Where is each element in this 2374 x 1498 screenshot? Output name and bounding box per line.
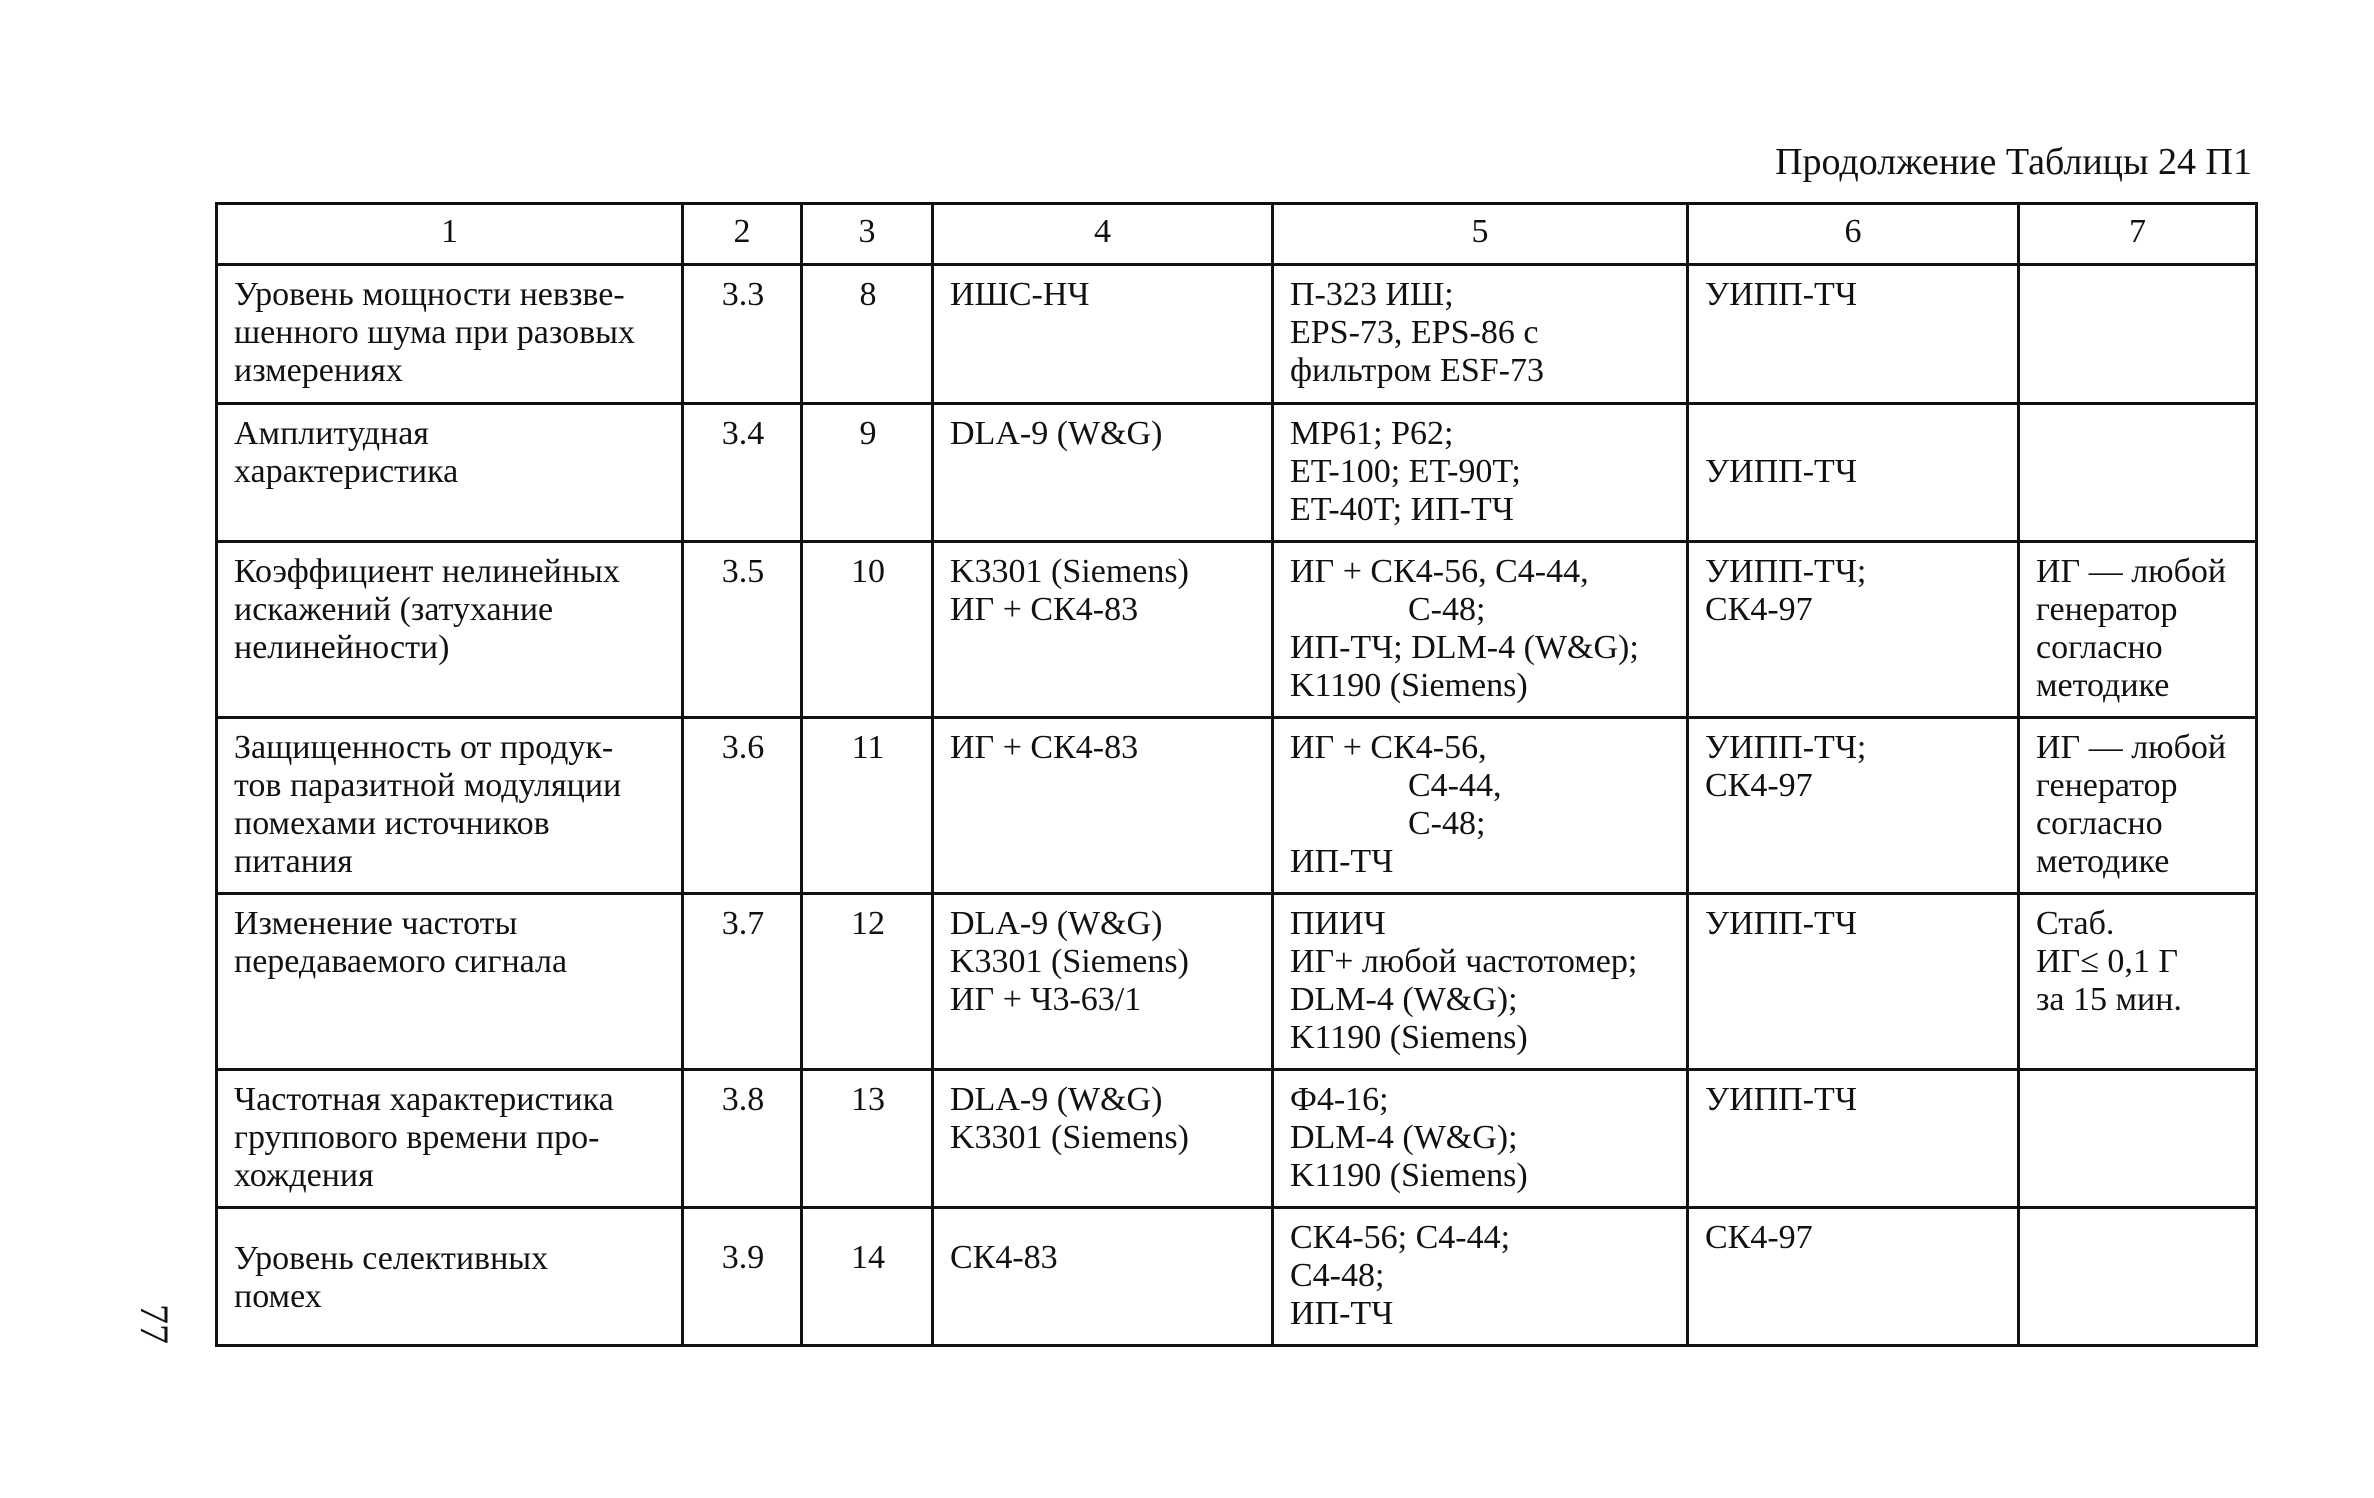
cell-line: ET-40T; ИП-ТЧ bbox=[1290, 491, 1514, 528]
cell-line: УИПП-ТЧ; bbox=[1705, 729, 1867, 766]
cell-line: С-48; bbox=[1408, 805, 1486, 842]
table-row bbox=[217, 1070, 2257, 1208]
cell-line: генератор bbox=[2036, 591, 2178, 628]
parameter-cell bbox=[217, 894, 683, 1070]
column-header: 4 bbox=[933, 204, 1273, 265]
table-row bbox=[217, 1208, 2257, 1346]
cell-line: Стаб. bbox=[2036, 905, 2115, 942]
cell-line: искажений (затухание bbox=[234, 591, 554, 628]
cell-line: ИГ + СК4-83 bbox=[950, 591, 1139, 628]
cell-line: питания bbox=[234, 843, 353, 880]
number-cell: 11 bbox=[802, 718, 933, 894]
cell-line: ИГ + Ч3-63/1 bbox=[950, 981, 1142, 1018]
cell-line: СК4-56; С4-44; bbox=[1290, 1219, 1511, 1256]
column-header: 1 bbox=[217, 204, 683, 265]
cell-line: ИГ — любой bbox=[2036, 553, 2227, 590]
note-cell bbox=[2019, 894, 2257, 1070]
note-cell bbox=[2019, 1070, 2257, 1208]
number-cell: 14 bbox=[802, 1208, 933, 1346]
table-row bbox=[217, 404, 2257, 542]
cell-line: ИГ + СК4-56, bbox=[1290, 729, 1487, 766]
cell-line: ПИИЧ bbox=[1290, 905, 1386, 942]
instrument-alt-cell bbox=[1273, 542, 1688, 718]
column-header: 7 bbox=[2019, 204, 2257, 265]
number-cell: 9 bbox=[802, 404, 933, 542]
cell-line: УИПП-ТЧ bbox=[1705, 276, 1857, 313]
cell-line: П-323 ИШ; bbox=[1290, 276, 1454, 313]
cell-line: ET-100; ET-90T; bbox=[1290, 453, 1521, 490]
cell-line: ИГ + СК4-56, С4-44, bbox=[1290, 553, 1589, 590]
instrument-alt-cell bbox=[1273, 1070, 1688, 1208]
device-cell bbox=[1688, 718, 2019, 894]
table-row bbox=[217, 542, 2257, 718]
table-row bbox=[217, 718, 2257, 894]
cell-line: УИПП-ТЧ bbox=[1705, 453, 1857, 490]
clause-cell: 3.9 bbox=[683, 1208, 802, 1346]
cell-line: ИГ + СК4-83 bbox=[950, 729, 1139, 766]
cell-line: С4-48; bbox=[1290, 1257, 1385, 1294]
cell-line: СК4-97 bbox=[1705, 1219, 1813, 1256]
cell-line: помехами источников bbox=[234, 805, 550, 842]
cell-line: помех bbox=[234, 1277, 322, 1315]
cell-line: DLA-9 (W&G) bbox=[950, 905, 1163, 942]
header-row bbox=[217, 204, 2257, 265]
cell-line: УИПП-ТЧ bbox=[1705, 1081, 1857, 1118]
column-header: 6 bbox=[1688, 204, 2019, 265]
column-header: 3 bbox=[802, 204, 933, 265]
instrument-alt-cell bbox=[1273, 265, 1688, 404]
number-cell: 10 bbox=[802, 542, 933, 718]
instrument-alt-cell bbox=[1273, 404, 1688, 542]
cell-line: методике bbox=[2036, 667, 2170, 704]
cell-line: Амплитудная bbox=[234, 415, 429, 452]
clause-cell: 3.5 bbox=[683, 542, 802, 718]
equipment-table bbox=[215, 202, 2258, 1347]
cell-line: хождения bbox=[234, 1157, 374, 1194]
instrument-alt-cell bbox=[1273, 894, 1688, 1070]
cell-line: K3301 (Siemens) bbox=[950, 553, 1189, 590]
instrument-cell bbox=[933, 542, 1273, 718]
cell-line: фильтром ESF-73 bbox=[1290, 352, 1544, 389]
cell-line: С4-44, bbox=[1408, 767, 1502, 804]
cell-line: характеристика bbox=[234, 453, 459, 490]
instrument-cell bbox=[933, 1208, 1273, 1346]
cell-line: ИП-ТЧ bbox=[1290, 1295, 1394, 1332]
cell-line: измерениях bbox=[234, 352, 403, 389]
clause-cell: 3.4 bbox=[683, 404, 802, 542]
instrument-cell bbox=[933, 718, 1273, 894]
cell-line: СК4-97 bbox=[1705, 591, 1813, 628]
cell-line: за 15 мин. bbox=[2036, 981, 2182, 1018]
number-cell: 13 bbox=[802, 1070, 933, 1208]
cell-line: DLM-4 (W&G); bbox=[1290, 981, 1518, 1018]
cell-line: генератор bbox=[2036, 767, 2178, 804]
cell-line: шенного шума при разовых bbox=[234, 314, 635, 351]
device-cell bbox=[1688, 1208, 2019, 1346]
clause-cell: 3.7 bbox=[683, 894, 802, 1070]
cell-line: K3301 (Siemens) bbox=[950, 1119, 1189, 1156]
cell-line: Коэффициент нелинейных bbox=[234, 553, 620, 590]
cell-line: DLM-4 (W&G); bbox=[1290, 1119, 1518, 1156]
table-caption: Продолжение Таблицы 24 П1 bbox=[1775, 141, 2252, 183]
table-row bbox=[217, 894, 2257, 1070]
cell-line: ИП-ТЧ; DLM-4 (W&G); bbox=[1290, 629, 1639, 666]
cell-line: С-48; bbox=[1408, 591, 1486, 628]
cell-line: ИШС-НЧ bbox=[950, 276, 1090, 313]
cell-line: согласно bbox=[2036, 629, 2163, 666]
cell-line: MP61; P62; bbox=[1290, 415, 1454, 452]
cell-line: передаваемого сигнала bbox=[234, 943, 568, 980]
cell-line: Уровень селективных bbox=[234, 1239, 549, 1277]
clause-cell: 3.3 bbox=[683, 265, 802, 404]
note-cell bbox=[2019, 265, 2257, 404]
cell-line: K1190 (Siemens) bbox=[1290, 667, 1528, 704]
table-row bbox=[217, 265, 2257, 404]
cell-line: ИП-ТЧ bbox=[1290, 843, 1394, 880]
number-cell: 8 bbox=[802, 265, 933, 404]
cell-line: K3301 (Siemens) bbox=[950, 943, 1189, 980]
device-cell bbox=[1688, 265, 2019, 404]
cell-line: нелинейности) bbox=[234, 629, 450, 666]
cell-line: СК4-83 bbox=[950, 1239, 1058, 1276]
note-cell bbox=[2019, 542, 2257, 718]
cell-line: Изменение частоты bbox=[234, 905, 518, 942]
cell-line: Защищенность от продук- bbox=[234, 729, 614, 766]
cell-line: DLA-9 (W&G) bbox=[950, 1081, 1163, 1118]
clause-cell: 3.6 bbox=[683, 718, 802, 894]
cell-line: K1190 (Siemens) bbox=[1290, 1157, 1528, 1194]
note-cell bbox=[2019, 404, 2257, 542]
instrument-cell bbox=[933, 404, 1273, 542]
page-number: 77 bbox=[132, 1304, 177, 1344]
number-cell: 12 bbox=[802, 894, 933, 1070]
parameter-cell bbox=[217, 542, 683, 718]
cell-line: методике bbox=[2036, 843, 2170, 880]
column-header: 5 bbox=[1273, 204, 1688, 265]
note-cell bbox=[2019, 1208, 2257, 1346]
cell-line: Ф4-16; bbox=[1290, 1081, 1389, 1118]
parameter-cell bbox=[217, 1070, 683, 1208]
cell-line: тов паразитной модуляции bbox=[234, 767, 622, 804]
instrument-cell bbox=[933, 265, 1273, 404]
instrument-alt-cell bbox=[1273, 718, 1688, 894]
cell-line: ИГ≤ 0,1 Г bbox=[2036, 943, 2179, 980]
cell-line: УИПП-ТЧ bbox=[1705, 905, 1857, 942]
cell-line: DLA-9 (W&G) bbox=[950, 415, 1163, 452]
cell-line: ИГ+ любой частотомер; bbox=[1290, 943, 1638, 980]
note-cell bbox=[2019, 718, 2257, 894]
clause-cell: 3.8 bbox=[683, 1070, 802, 1208]
cell-line: Частотная характеристика bbox=[234, 1081, 614, 1118]
cell-line: СК4-97 bbox=[1705, 767, 1813, 804]
device-cell bbox=[1688, 894, 2019, 1070]
device-cell bbox=[1688, 542, 2019, 718]
cell-line: K1190 (Siemens) bbox=[1290, 1019, 1528, 1056]
cell-line: согласно bbox=[2036, 805, 2163, 842]
cell-line: EPS-73, EPS-86 с bbox=[1290, 314, 1539, 351]
instrument-alt-cell bbox=[1273, 1208, 1688, 1346]
cell-line: УИПП-ТЧ; bbox=[1705, 553, 1867, 590]
device-cell bbox=[1688, 1070, 2019, 1208]
cell-line: ИГ — любой bbox=[2036, 729, 2227, 766]
instrument-cell bbox=[933, 1070, 1273, 1208]
device-cell bbox=[1688, 404, 2019, 542]
parameter-cell bbox=[217, 404, 683, 542]
column-header: 2 bbox=[683, 204, 802, 265]
cell-line: группового времени про- bbox=[234, 1119, 600, 1156]
parameter-cell bbox=[217, 1208, 683, 1346]
instrument-cell bbox=[933, 894, 1273, 1070]
parameter-cell bbox=[217, 718, 683, 894]
parameter-cell bbox=[217, 265, 683, 404]
cell-line: Уровень мощности невзве- bbox=[234, 276, 625, 313]
